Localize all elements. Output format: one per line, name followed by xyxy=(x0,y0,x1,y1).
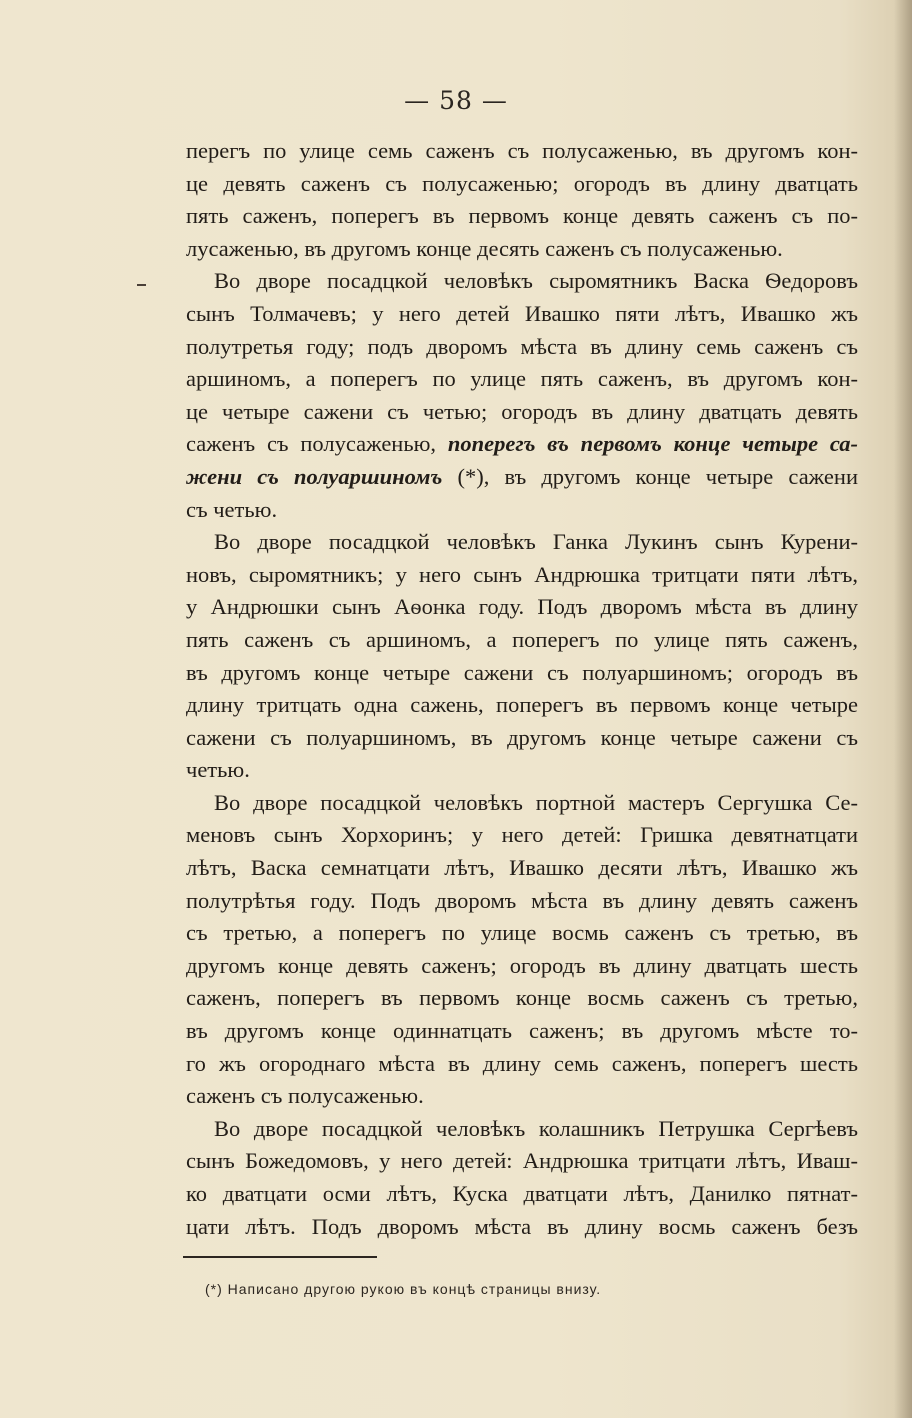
page-number: — 58 — xyxy=(404,86,508,115)
paragraph-start-line: Во дворе посадцкой человѣкъ портной мастеръ Сергушка Се- xyxy=(214,789,858,815)
text-line: длину тритцать одна сажень, поперегъ въ первомъ конце четыре xyxy=(186,692,858,718)
text-line: другомъ конце девять саженъ; огородъ въ длину дватцать шесть xyxy=(186,952,858,978)
text-line: цати лѣтъ. Подъ дворомъ мѣста въ длину восмь саженъ безъ xyxy=(186,1213,858,1239)
text-line: саженъ, поперегъ въ первомъ конце восмь саженъ съ третью, xyxy=(186,985,858,1011)
text-line: у Андрюшки сынъ Аѳонка году. Подъ дворомъ мѣста въ длину xyxy=(186,594,858,620)
text-line: го жъ огороднаго мѣста въ длину семь саженъ, поперегъ шесть xyxy=(186,1050,858,1076)
text-line: полутретья году; подъ дворомъ мѣста въ длину семь саженъ съ xyxy=(186,333,858,359)
text-line: це четыре сажени съ четью; огородъ въ длину дватцать девять xyxy=(186,398,858,424)
text-line: сынъ Толмачевъ; у него детей Ивашко пяти лѣтъ, Ивашко жъ xyxy=(186,300,858,326)
text-line-with-italic xyxy=(186,461,858,494)
paragraph-start-line: Во дворе посадцкой человѣкъ сыромятникъ Васка Ѳедоровъ xyxy=(214,268,858,294)
italic-insertion: жени съ полуаршиномъ xyxy=(186,463,443,489)
text-segment: саженъ съ полусаженью, xyxy=(186,431,437,457)
text-line: меновъ сынъ Хорхоринъ; у него детей: Гришка девятнатцати xyxy=(186,822,858,848)
text-line: съ третью, а поперегъ по улице восмь саженъ съ третью, въ xyxy=(186,920,858,946)
text-line: въ другомъ конце одиннатцать саженъ; въ другомъ мѣсте то- xyxy=(186,1018,858,1044)
page-edge-shadow xyxy=(894,0,912,1418)
text-line: перегъ по улице семь саженъ съ полусаженью, въ другомъ кон- xyxy=(186,138,858,163)
text-line: ко дватцати осми лѣтъ, Куска дватцати лѣтъ, Данилко пятнат- xyxy=(186,1181,858,1206)
text-line: въ другомъ конце четыре сажени съ полуаршиномъ; огородъ въ xyxy=(186,659,858,685)
text-line: четью. xyxy=(186,757,250,783)
text-line: лѣтъ, Васка семнатцати лѣтъ, Ивашко десяти лѣтъ, Ивашко жъ xyxy=(186,855,858,881)
text-line: лусаженью, въ другомъ конце десять саженъ съ полусаженью. xyxy=(186,235,783,261)
main-text xyxy=(186,135,858,1243)
text-line: це девять саженъ съ полусаженью; огородъ въ длину дватцать xyxy=(186,170,858,196)
paragraph-start-line: Во дворе посадцкой человѣкъ Ганка Лукинъ сынъ Курени- xyxy=(214,529,858,555)
text-line: новъ, сыромятникъ; у него сынъ Андрюшка тритцати пяти лѣтъ, xyxy=(186,561,858,587)
text-line: полутрѣтья году. Подъ дворомъ мѣста въ длину девять саженъ xyxy=(186,887,858,913)
paragraph-start-line: Во дворе посадцкой человѣкъ колашникъ Петрушка Сергѣевъ xyxy=(214,1115,858,1141)
footnote-reference-segment: (*), въ другомъ конце четыре сажени xyxy=(457,463,858,489)
footnote: (*) Написано другою рукою въ концѣ страницы внизу. xyxy=(205,1281,602,1297)
text-line: пять саженъ, поперегъ въ первомъ конце девять саженъ съ по- xyxy=(186,203,858,229)
text-line: съ четью. xyxy=(186,496,278,522)
text-line-with-italic xyxy=(186,428,858,461)
margin-mark xyxy=(137,284,146,286)
text-line: саженъ съ полусаженью. xyxy=(186,1083,424,1109)
text-line: сажени съ полуаршиномъ, въ другомъ конце четыре сажени съ xyxy=(186,724,858,750)
text-line: пять саженъ съ аршиномъ, а поперегъ по улице пять саженъ, xyxy=(186,626,858,652)
text-line: сынъ Божедомовъ, у него детей: Андрюшка тритцати лѣтъ, Иваш- xyxy=(186,1148,858,1174)
italic-insertion: поперегъ въ первомъ конце четыре са- xyxy=(447,431,858,457)
text-line: аршиномъ, а поперегъ по улице пять саженъ, въ другомъ кон- xyxy=(186,366,858,392)
footnote-divider xyxy=(183,1256,377,1258)
